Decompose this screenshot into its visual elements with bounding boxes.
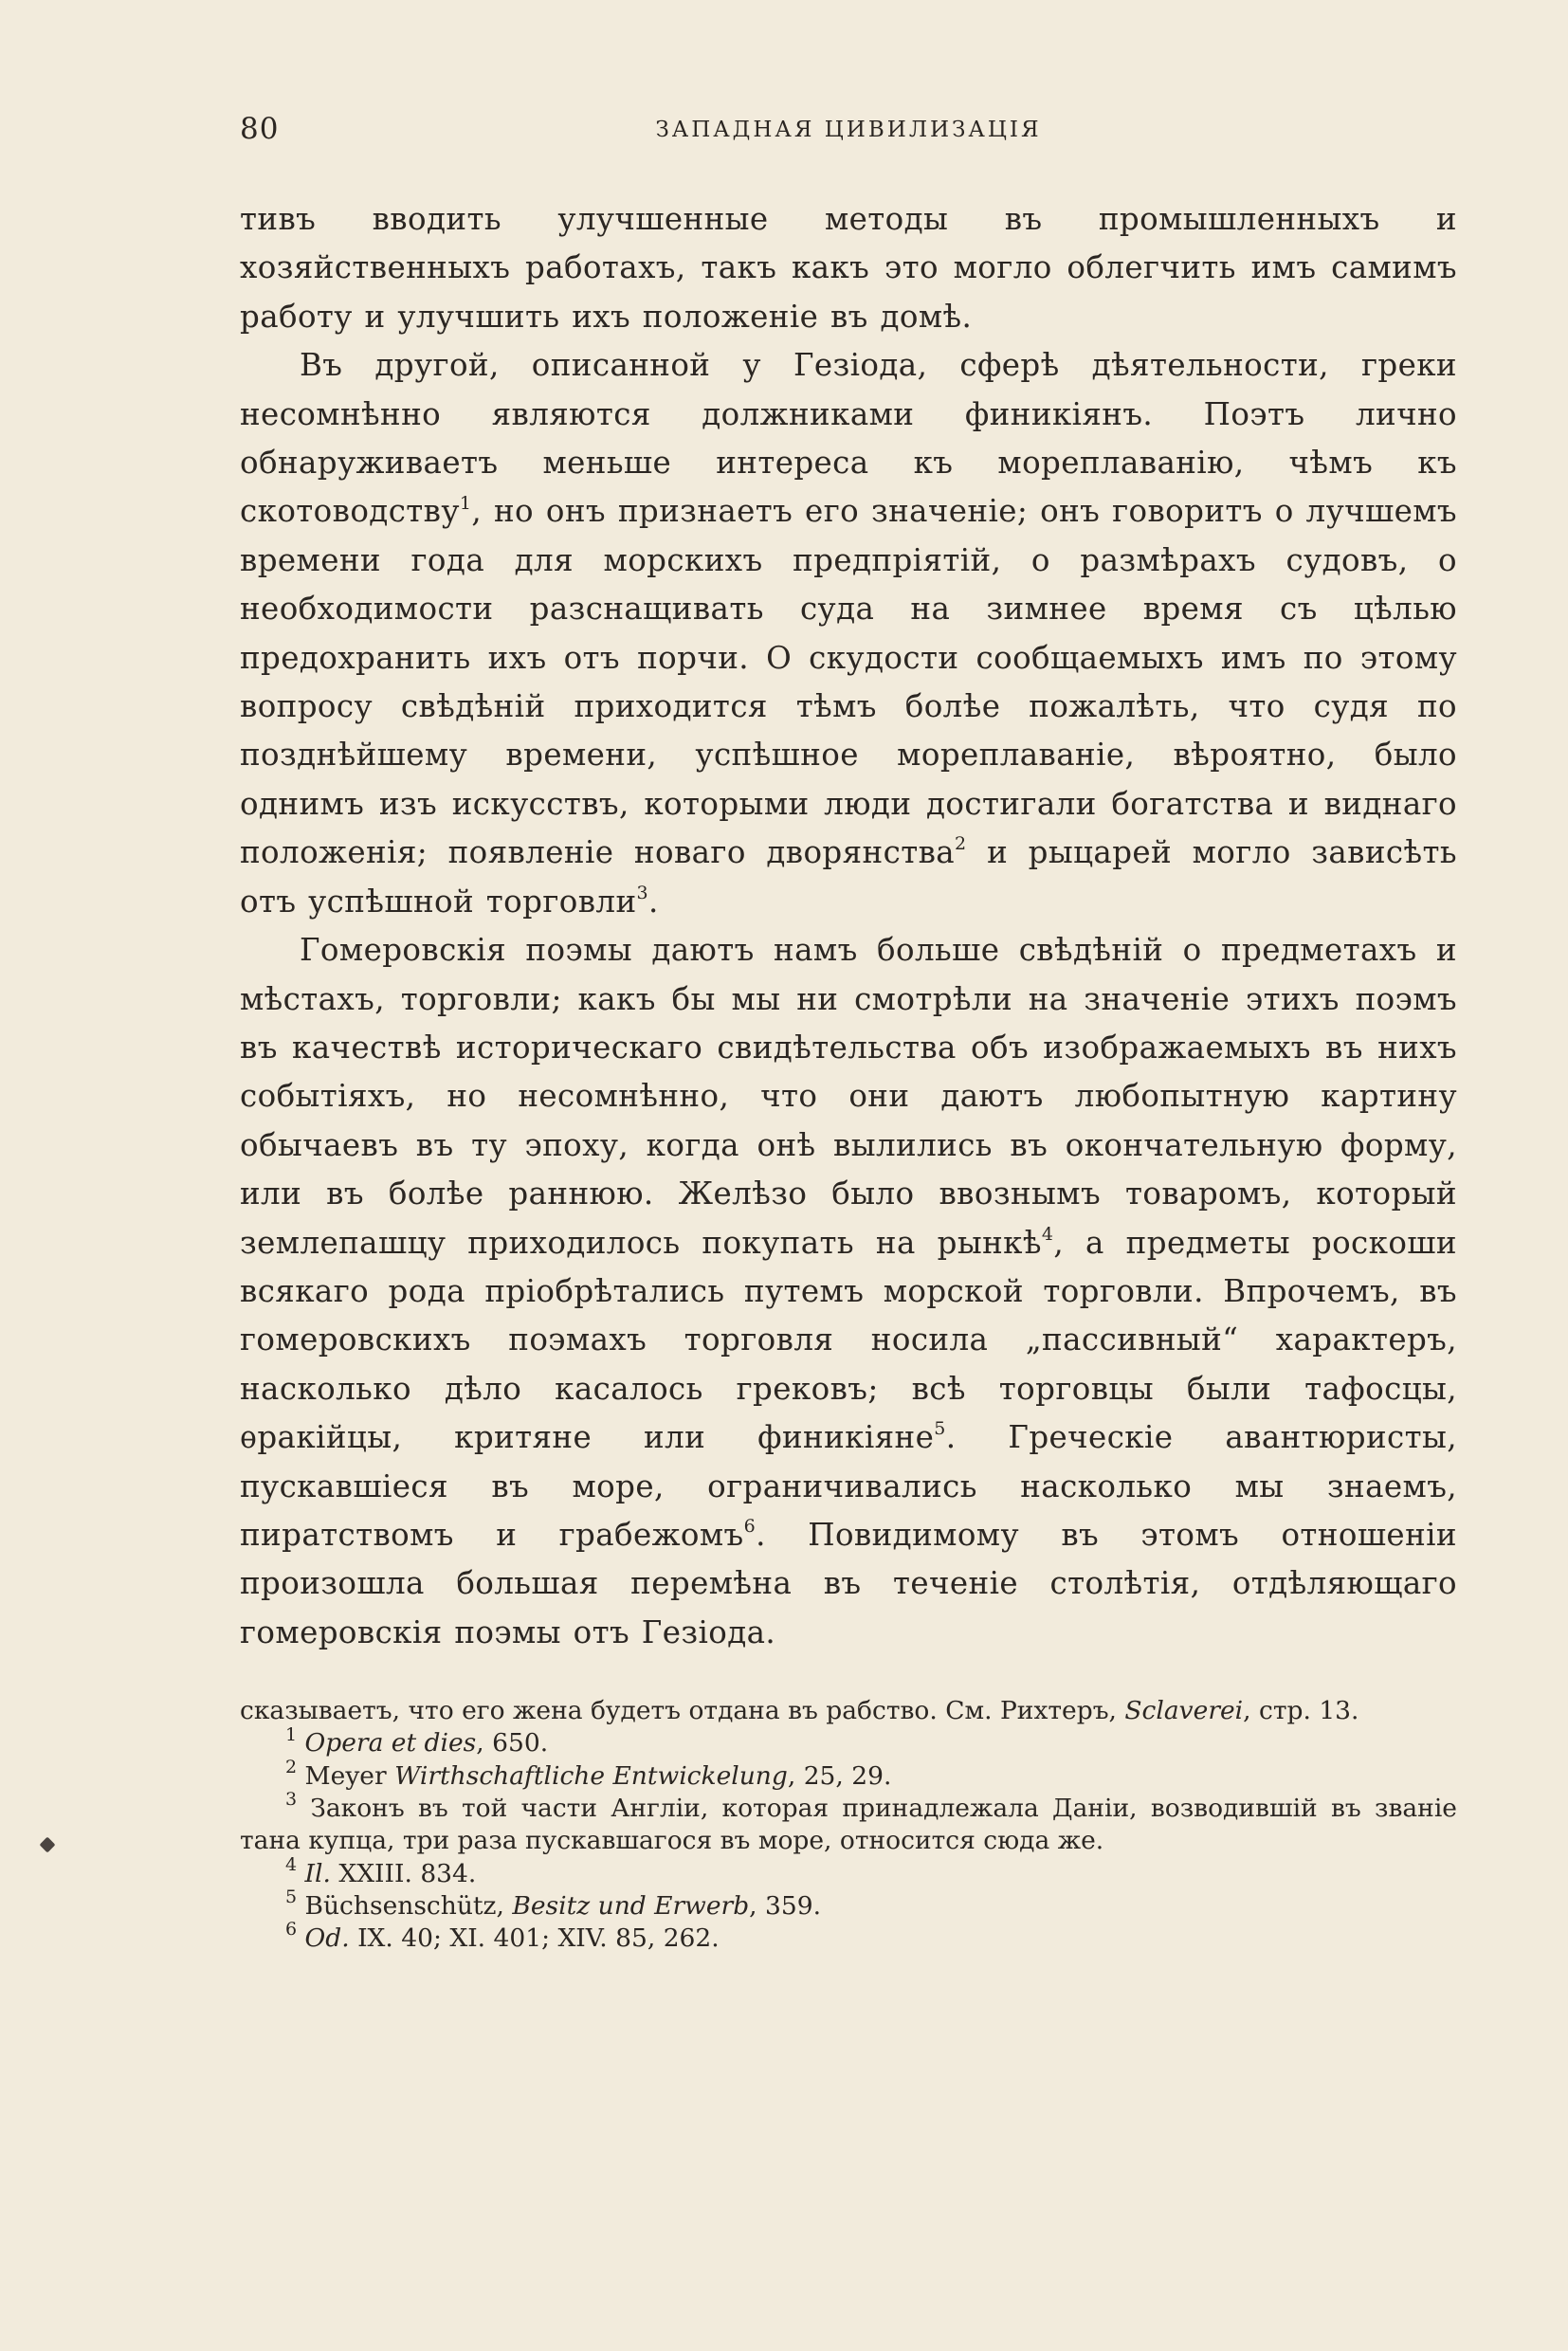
book-page [240,112,1457,1956]
footnote-5: $^5$ Büchsenschütz, Besitz und Erwerb, 359. [285,1886,822,1921]
footnote-3: $^3$ Законъ въ той части Англіи, которая принадлежала Даніи, возводившій въ званіе тана купца, три раза пускавшагося въ море, относится сюда же. [240,1789,1457,1856]
paragraph-1: тивъ вводить улучшенные методы въ промышленныхъ и хозяйственныхъ работахъ, такъ какъ это могло облегчить имъ самимъ работу и улучшить ихъ положеніе въ домѣ. [240,201,1457,335]
margin-mark-icon [40,1837,56,1853]
footnote-6: $^6$ Od. IX. 40; XI. 401; XIV. 85, 262. [285,1919,720,1954]
page-number: 80 [240,112,280,146]
footnotes [240,1695,1457,1955]
footnote-2: $^2$ Meyer Wirthschaftliche Entwickelung, 25, 29. [285,1756,892,1791]
body-text [240,195,1457,1657]
paragraph-2: Въ другой, описанной у Гезіода, сферѣ дѣятельности, греки несомнѣнно являются должниками финикіянъ. Поэтъ лично обнаруживаетъ меньше интереса къ мореплаванію, чѣмъ къ скотоводству$^1$, но онъ признаетъ его значеніе; онъ говоритъ о лучшемъ времени года для морскихъ предпріятій, о размѣрахъ судовъ, о необходимости разснащивать суда на зимнее время съ цѣлью предохранить ихъ отъ порчи. О скудости сообщаемыхъ имъ по этому вопросу свѣдѣній приходится тѣмъ болѣе пожалѣть, что судя по позднѣйшему времени, успѣшное мореплаваніе, вѣроятно, было однимъ изъ искусствъ, которыми люди достигали богатства и виднаго положенія; появленіе новаго дворянства$^2$ и рыцарей могло зависѣть отъ успѣшной торговли$^3$. [240,347,1457,920]
footnote-4: $^4$ Il. XXIII. 834. [285,1853,477,1888]
footnote-continuation: сказываетъ, что его жена будетъ отдана въ рабство. См. Рихтеръ, Sclaverei, стр. 13. [240,1696,1359,1726]
running-head [240,112,1457,159]
paragraph-3: Гомеровскія поэмы даютъ намъ больше свѣдѣній о предметахъ и мѣстахъ, торговли; какъ бы мы ни смотрѣли на значеніе этихъ поэмъ въ качествѣ историческаго свидѣтельства объ изображаемыхъ въ нихъ событіяхъ, но несомнѣнно, что они даютъ любопытную картину обычаевъ въ ту эпоху, когда онѣ вылились въ окончательную форму, или въ болѣе раннюю. Желѣзо было ввознымъ товаромъ, который землепашцу приходилось покупать на рынкѣ$^4$, а предметы роскоши всякаго рода пріобрѣтались путемъ морской торговли. Впрочемъ, въ гомеровскихъ поэмахъ торговля носила „пассивный“ характеръ, насколько дѣло касалось грековъ; всѣ торговцы были тафосцы, ѳракійцы, критяне или финикіяне$^5$. Греческіе авантюристы, пускавшіеся въ море, ограничивались насколько мы знаемъ, пиратствомъ и грабежомъ$^6$. Повидимому въ этомъ отношеніи произошла большая перемѣна въ теченіе столѣтія, отдѣляющаго гомеровскія поэмы отъ Гезіода. [240,932,1457,1650]
running-title: ЗАПАДНАЯ ЦИВИЛИЗАЦІЯ [655,118,1042,142]
footnote-1: $^1$ Opera et dies, 650. [285,1723,549,1759]
